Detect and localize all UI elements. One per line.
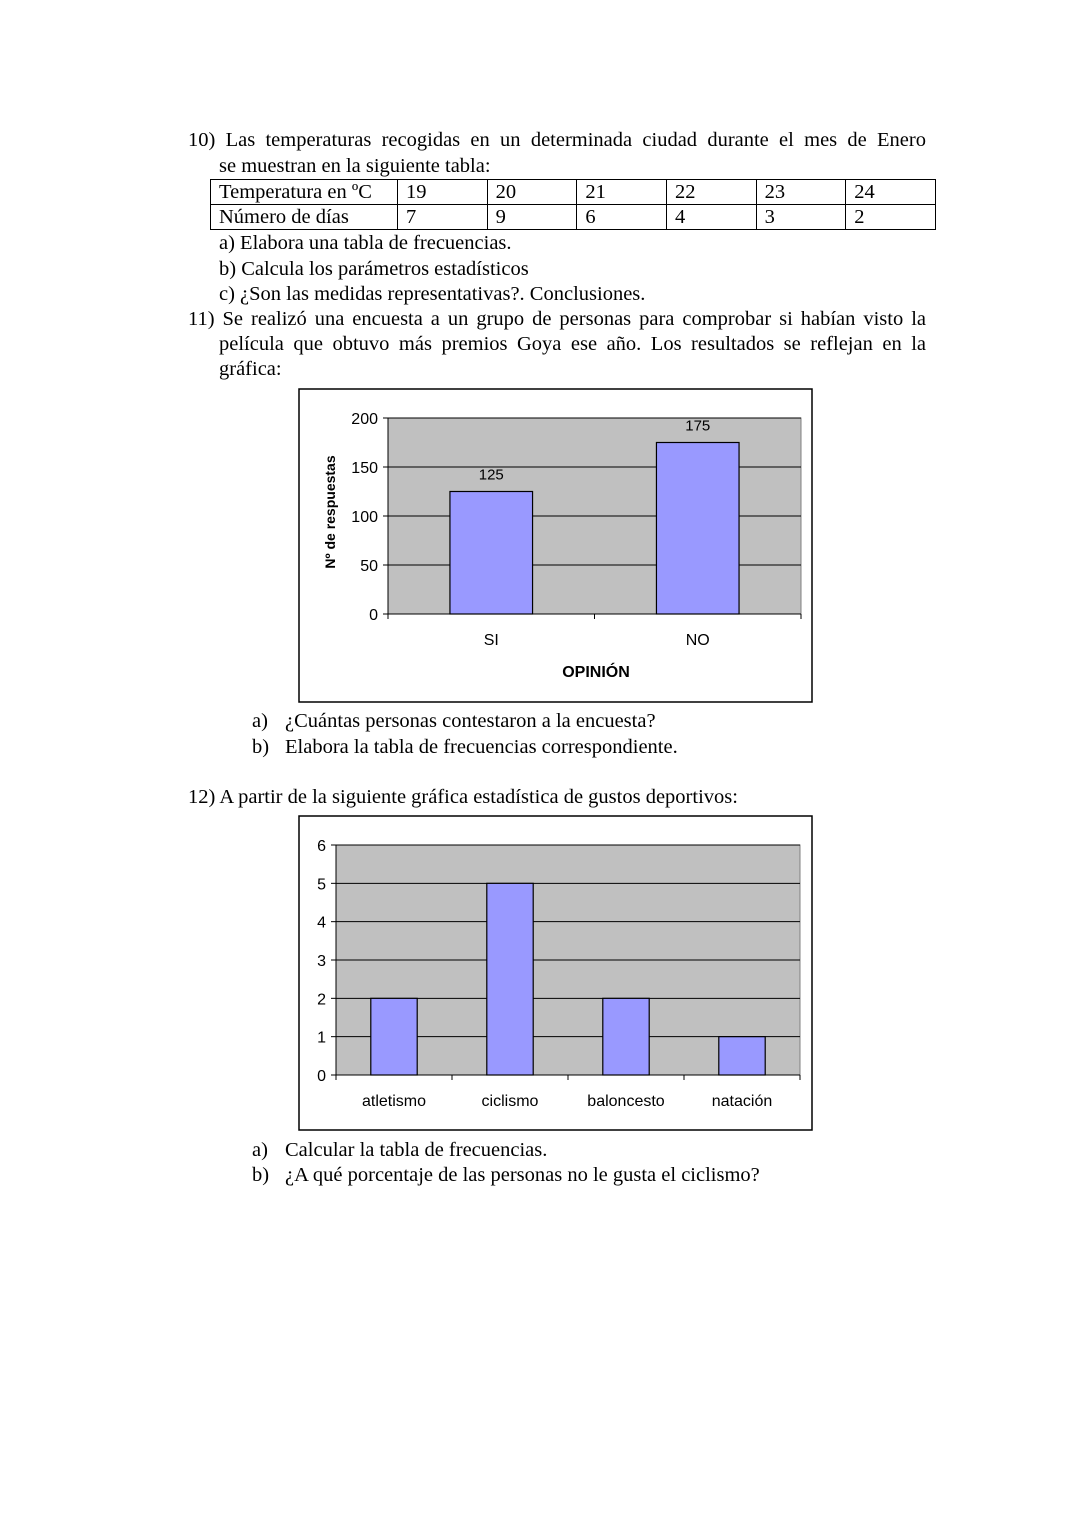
x-tick-label: natación xyxy=(711,1093,773,1110)
table-cell: Número de días xyxy=(211,205,398,230)
temperature-table xyxy=(210,179,936,230)
opinion-chart xyxy=(298,388,813,703)
sports-chart xyxy=(298,815,813,1131)
y-tick-label: 100 xyxy=(351,509,378,526)
table-cell: 6 xyxy=(577,205,667,230)
q10-item-b: b) Calcula los parámetros estadísticos xyxy=(219,258,529,280)
q12-line1: 12) A partir de la siguiente gráfica estadística de gustos deportivos: xyxy=(188,786,738,808)
bar xyxy=(719,1037,765,1075)
q11-item-b: Elabora la tabla de frecuencias correspondiente. xyxy=(285,736,678,758)
x-tick-label: SI xyxy=(483,632,499,649)
q10-item-c: c) ¿Son las medidas representativas?. Conclusiones. xyxy=(219,283,646,305)
x-tick-label: baloncesto xyxy=(587,1093,665,1110)
x-tick-label: atletismo xyxy=(361,1093,427,1110)
x-tick-label: NO xyxy=(685,632,710,649)
bar xyxy=(487,883,533,1075)
y-tick-label: 0 xyxy=(369,607,378,624)
q11-item-a-label: a) xyxy=(252,710,268,732)
data-label: 175 xyxy=(685,417,711,435)
table-cell: Temperatura en ºC xyxy=(211,180,398,205)
table-cell: 22 xyxy=(666,180,756,205)
table-cell: 23 xyxy=(756,180,846,205)
y-tick-label: 6 xyxy=(317,838,326,855)
table-cell: 9 xyxy=(487,205,577,230)
q11-item-a: ¿Cuántas personas contestaron a la encuesta? xyxy=(285,710,656,732)
q12-item-a: Calcular la tabla de frecuencias. xyxy=(285,1139,548,1161)
table-cell: 7 xyxy=(398,205,488,230)
q12-item-b: ¿A qué porcentaje de las personas no le gusta el ciclismo? xyxy=(285,1164,760,1186)
table-cell: 19 xyxy=(398,180,488,205)
bar xyxy=(450,492,533,615)
table-cell: 21 xyxy=(577,180,667,205)
table-cell: 2 xyxy=(846,205,936,230)
y-tick-label: 0 xyxy=(317,1068,326,1085)
y-tick-label: 3 xyxy=(317,953,326,970)
table-cell: 3 xyxy=(756,205,846,230)
q12-item-a-label: a) xyxy=(252,1139,268,1161)
y-tick-label: 1 xyxy=(317,1029,326,1047)
table-cell: 24 xyxy=(846,180,936,205)
table-cell: 4 xyxy=(666,205,756,230)
y-tick-label: 150 xyxy=(351,460,378,477)
y-tick-label: 50 xyxy=(360,558,378,575)
table-row xyxy=(211,205,936,230)
x-axis-title: OPINIÓN xyxy=(562,664,630,681)
table-cell: 20 xyxy=(487,180,577,205)
q10-line1: 10) Las temperaturas recogidas en un determinada ciudad durante el mes de Enero xyxy=(188,129,926,151)
y-tick-label: 2 xyxy=(317,991,326,1009)
q12-item-b-label: b) xyxy=(252,1164,270,1186)
q10-item-a: a) Elabora una tabla de frecuencias. xyxy=(219,232,512,254)
q11-item-b-label: b) xyxy=(252,736,270,758)
bar xyxy=(371,998,417,1075)
y-tick-label: 5 xyxy=(317,876,326,894)
data-label: 125 xyxy=(478,466,504,484)
q11-line2: película que obtuvo más premios Goya ese año. Los resultados se reflejan en la xyxy=(219,333,926,355)
y-tick-label: 200 xyxy=(351,411,378,428)
q10-line2: se muestran en la siguiente tabla: xyxy=(219,155,491,177)
bar xyxy=(656,443,739,615)
q11-line3: gráfica: xyxy=(219,358,282,380)
y-tick-label: 4 xyxy=(317,914,326,932)
q11-line1: 11) Se realizó una encuesta a un grupo de personas para comprobar si habían visto la xyxy=(188,308,926,330)
bar xyxy=(603,998,649,1075)
y-axis-title: Nº de respuestas xyxy=(322,455,338,569)
table-row xyxy=(211,180,936,205)
x-tick-label: ciclismo xyxy=(481,1093,539,1110)
